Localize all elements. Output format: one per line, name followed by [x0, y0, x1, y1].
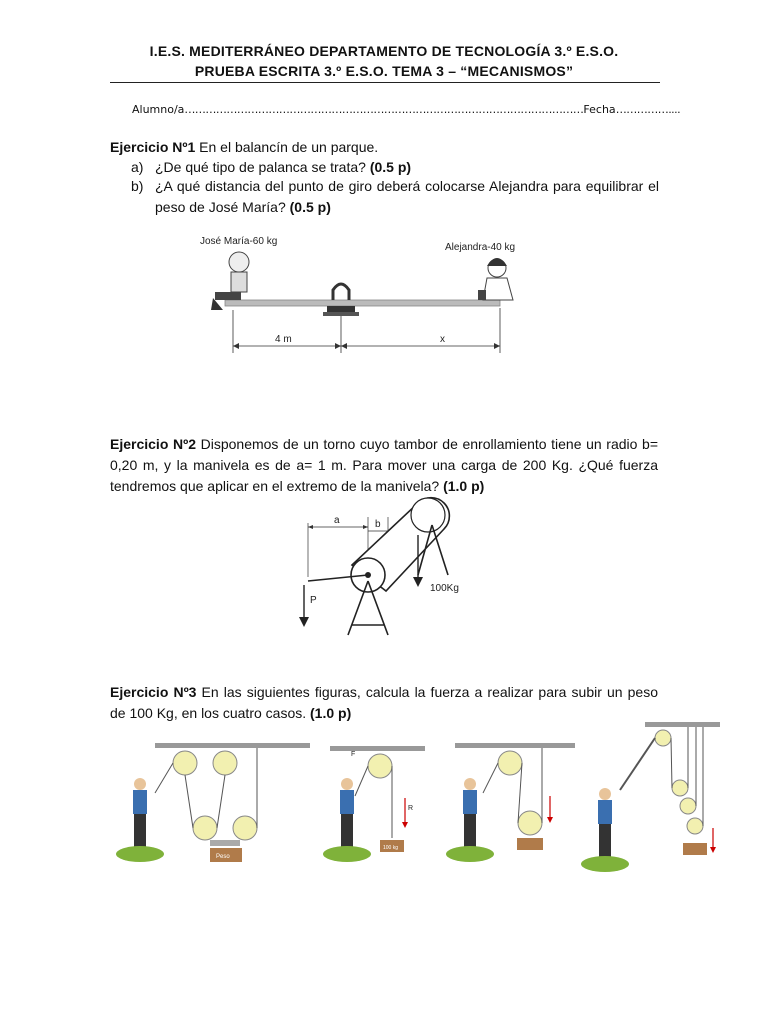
- force-p-arrow: [299, 617, 309, 627]
- pulley-figures: [115, 718, 725, 878]
- ex1-title: Ejercicio Nº1: [110, 139, 196, 155]
- ex1-b-points: (0.5 p): [289, 199, 331, 215]
- student-line: [132, 103, 681, 116]
- ex1-intro: [110, 137, 660, 158]
- moving-pulley-icon: [687, 818, 703, 834]
- seesaw-board: [225, 300, 500, 306]
- ex1-b-marker: b): [131, 178, 144, 194]
- force-f-label: F: [351, 751, 356, 758]
- ex2-text: [110, 434, 658, 497]
- fixed-pulley-icon: [173, 751, 197, 775]
- force-r-arrow: [402, 822, 408, 828]
- moving-pulley-icon: [518, 811, 542, 835]
- weight-block: [683, 843, 707, 855]
- dist-right-label: x: [440, 334, 445, 345]
- ex1-a: [155, 157, 660, 178]
- alejandra-label: Alejandra-40 kg: [445, 242, 516, 253]
- moving-pulley-icon: [672, 780, 688, 796]
- ceiling-beam: [455, 743, 575, 748]
- weight-block: [517, 838, 543, 850]
- girl-figure-icon: [478, 258, 513, 300]
- header-line-1: I.E.S. MEDITERRÁNEO DEPARTAMENTO DE TECNOLOGÍA 3.º E.S.O.: [149, 43, 619, 59]
- ceiling-beam: [645, 722, 720, 727]
- ex1-a-points: (0.5 p): [369, 159, 412, 175]
- ceiling-beam: [155, 743, 310, 748]
- winch-figure: [290, 495, 470, 645]
- header-divider: [110, 82, 660, 83]
- ex3-points: (1.0 p): [310, 705, 352, 721]
- weight-label: 100 kg: [383, 845, 399, 851]
- pulley-case-4: [581, 722, 720, 872]
- pulley-case-2: [323, 746, 425, 862]
- winch-label-a: a: [334, 515, 340, 526]
- ex1-b-text: ¿A qué distancia del punto de giro deberá colocarse Alejandra para equilibrar el peso de José María?: [155, 178, 659, 215]
- ex2-body: Disponemos de un torno cuyo tambor de enrollamiento tiene un radio b= 0,20 m, y la manivela es de a= 1 m. Para mover una carga de 200 Kg. ¿Qué fuerza tendremos que aplicar en el extremo de la manivela?: [110, 436, 659, 494]
- winch-label-b: b: [375, 519, 381, 530]
- moving-pulley-icon: [680, 798, 696, 814]
- fixed-pulley-icon: [368, 754, 392, 778]
- ex3-title: Ejercicio Nº3: [110, 684, 197, 700]
- ex2-title: Ejercicio Nº2: [110, 436, 196, 452]
- load-arrow: [413, 577, 423, 587]
- alumno-dots: ……………………………………………………………………………………………………: [184, 103, 584, 116]
- winch-label-p: P: [310, 595, 317, 606]
- ex1-a-text: ¿De qué tipo de palanca se trata?: [155, 159, 366, 175]
- fixed-pulley-icon: [498, 751, 522, 775]
- force-r-arrow: [547, 817, 553, 823]
- ceiling-beam: [330, 746, 425, 751]
- moving-pulley-icon: [193, 816, 217, 840]
- weight-label: Peso: [216, 854, 230, 860]
- fixed-pulley-icon: [655, 730, 671, 746]
- seesaw-figure: [195, 228, 515, 358]
- ex1-a-marker: a): [131, 159, 144, 175]
- pulley-case-1: [116, 743, 310, 862]
- pulley-case-3: [446, 743, 575, 862]
- dist-left-label: 4 m: [275, 334, 292, 345]
- fecha-dots: ……………....: [615, 103, 681, 116]
- winch-label-load: 100Kg: [430, 583, 459, 594]
- header-line-2: PRUEBA ESCRITA 3.º E.S.O. TEMA 3 – “MECANISMOS”: [194, 63, 574, 79]
- fecha-label: Fecha: [583, 103, 616, 116]
- moving-pulley-icon: [233, 816, 257, 840]
- drum-icon: [351, 498, 449, 592]
- ex1-intro-text: En el balancín de un parque.: [195, 139, 379, 155]
- ex3-body: En las siguientes figuras, calcula la fuerza a realizar para subir un peso de 100 Kg, en los cuatro casos.: [110, 684, 658, 721]
- fixed-pulley-icon: [213, 751, 237, 775]
- ex2-points: (1.0 p): [443, 478, 485, 494]
- ex1-b: [155, 176, 659, 218]
- jose-maria-label: José María-60 kg: [200, 236, 278, 247]
- force-r-arrow: [710, 847, 716, 853]
- force-r-label: R: [408, 805, 414, 812]
- alumno-label: Alumno/a: [132, 103, 185, 116]
